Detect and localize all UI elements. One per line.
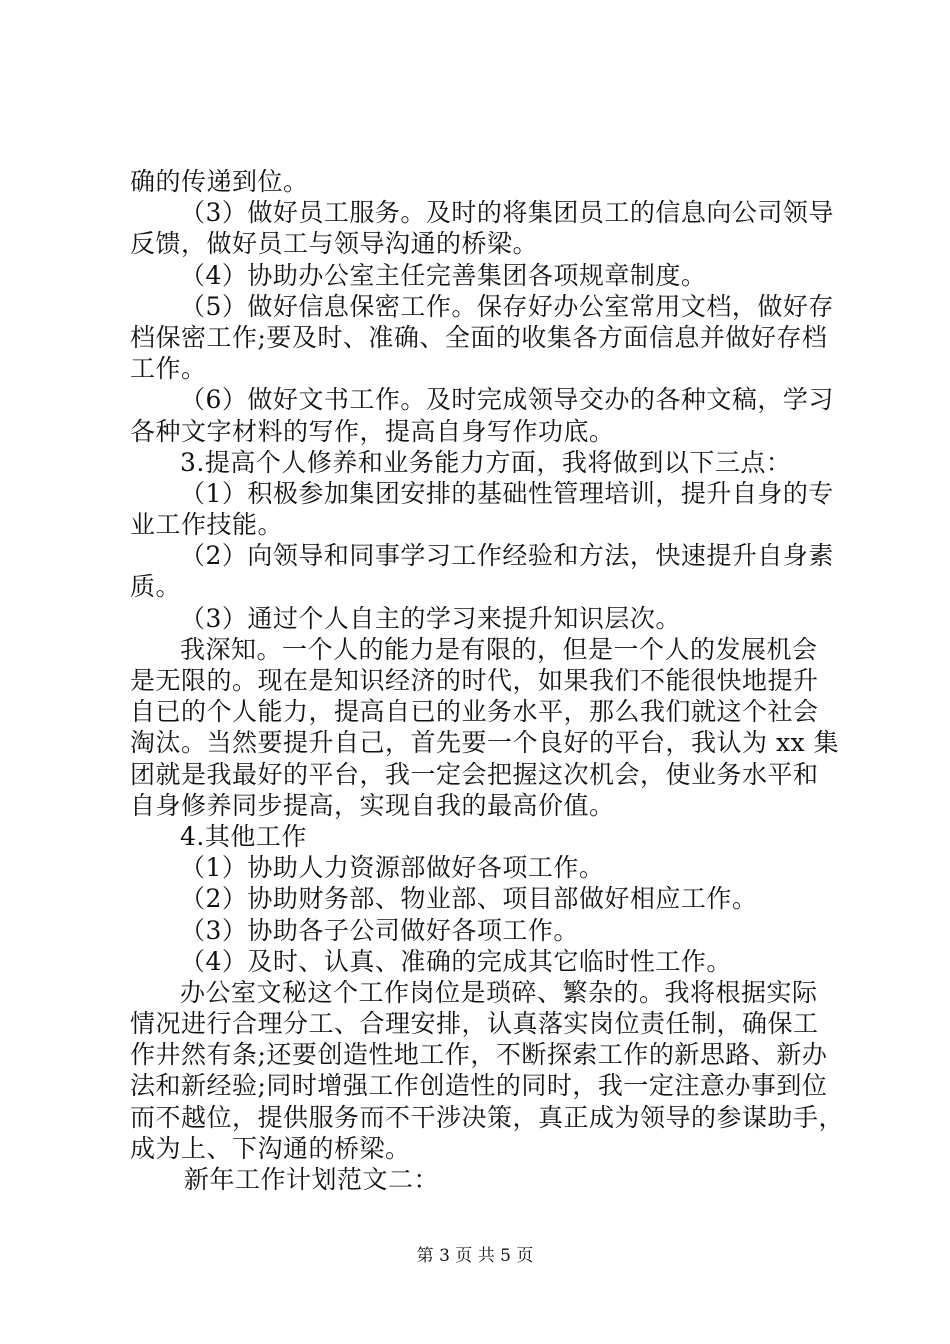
text-line: 办公室文秘这个工作岗位是琐碎、繁杂的。我将根据实际 [180, 977, 818, 1007]
text-line: 档保密工作;要及时、准确、全面的收集各方面信息并做好存档 [130, 322, 828, 352]
section-heading: 4.其他工作 [180, 821, 307, 851]
text-line: （1）协助人力资源部做好各项工作。 [180, 853, 605, 883]
text-line: 而不越位，提供服务而不干涉决策，真正成为领导的参谋助手， [130, 1102, 845, 1132]
document-body [130, 166, 845, 1195]
text-line: （3）通过个人自主的学习来提升知识层次。 [180, 603, 681, 633]
text-line: （1）积极参加集团安排的基础性管理培训，提升自身的专 [180, 478, 834, 508]
text-line: 成为上、下沟通的桥梁。 [130, 1133, 411, 1163]
text-line: （6）做好文书工作。及时完成领导交办的各种文稿，学习 [180, 385, 834, 415]
text-line: 淘汰。当然要提升自己，首先要一个良好的平台，我认为 xx 集 [130, 728, 840, 758]
text-line: 反馈，做好员工与领导沟通的桥梁。 [130, 229, 539, 259]
text-line: （2）向领导和同事学习工作经验和方法，快速提升自身素 [180, 541, 834, 571]
text-line: 情况进行合理分工、合理安排，认真落实岗位责任制，确保工 [130, 1009, 819, 1039]
section-heading: 3.提高个人修养和业务能力方面，我将做到以下三点： [180, 447, 792, 477]
text-line: 我深知。一个人的能力是有限的，但是一个人的发展机会 [180, 634, 818, 664]
page-footer: 第 3 页 共 5 页 [416, 1246, 534, 1266]
text-line: 法和新经验;同时增强工作创造性的同时，我一定注意办事到位 [130, 1071, 828, 1101]
text-line: 质。 [130, 572, 182, 602]
text-line: 作井然有条;还要创造性地工作，不断探索工作的新思路、新办 [130, 1040, 828, 1070]
text-line: （2）协助财务部、物业部、项目部做好相应工作。 [180, 884, 758, 914]
text-line: （4）及时、认真、准确的完成其它临时性工作。 [180, 946, 732, 976]
text-line: 自身修养同步提高，实现自我的最高价值。 [130, 790, 615, 820]
text-line: 工作。 [130, 354, 207, 384]
text-line: 确的传递到位。 [130, 167, 309, 196]
text-line: （4）协助办公室主任完善集团各项规章制度。 [180, 260, 707, 290]
text-line: （3）协助各子公司做好各项工作。 [180, 915, 579, 945]
text-line: 业工作技能。 [130, 510, 284, 540]
text-line: 各种文字材料的写作，提高自身写作功底。 [130, 416, 615, 446]
text-line: 是无限的。现在是知识经济的时代，如果我们不能很快地提升 [130, 666, 819, 695]
text-line: （3）做好员工服务。及时的将集团员工的信息向公司领导 [180, 198, 834, 228]
text-line: 自已的个人能力，提高自已的业务水平，那么我们就这个社会 [130, 697, 819, 727]
text-line: 团就是我最好的平台，我一定会把握这次机会，使业务水平和 [130, 759, 819, 789]
section-heading: 新年工作计划范文二： [184, 1165, 440, 1194]
text-line: （5）做好信息保密工作。保存好办公室常用文档，做好存 [180, 291, 834, 321]
